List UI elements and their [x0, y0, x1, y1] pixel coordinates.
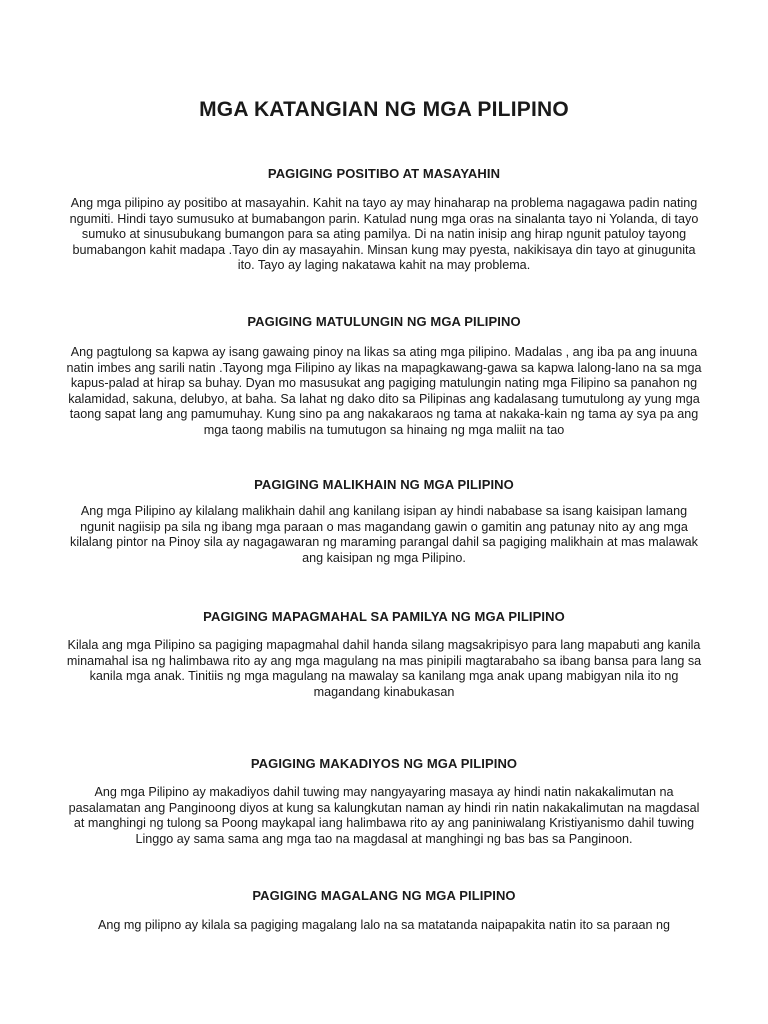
section-heading-mapagmahal: PAGIGING MAPAGMAHAL SA PAMILYA NG MGA PILIPINO: [203, 609, 565, 624]
section-heading-matulungin: PAGIGING MATULUNGIN NG MGA PILIPINO: [247, 314, 521, 329]
section-body-mapagmahal: Kilala ang mga Pilipino sa pagiging mapagmahal dahil handa silang magsakripisyo para lang mapabuti ang kanila minamahal isa ng halimbawa rito ay ang mga magulang na mas pinipili magtarabaho sa ibang bansa para lang sa kanila mga anak. Tinitiis ng mga magulang na mawalay sa kanilang mga anak upang mabigyan nila ito ng magandang kinabukasan: [66, 638, 702, 699]
document-title: MGA KATANGIAN NG MGA PILIPINO: [199, 98, 569, 121]
section-body-matulungin: Ang pagtulong sa kapwa ay isang gawaing pinoy na likas sa ating mga pilipino. Madalas , ang iba pa ang inuuna natin imbes ang sarili natin .Tayong mga Filipino ay likas na mapagkawang-gawa sa kapwa lalong-lano na sa mga kapus-palad at hirap sa buhay. Dyan mo masusukat ang pagiging matulungin nating mga Filipino sa panahon ng kalamidad, sakuna, delubyo, at baha. Sa lahat ng dako dito sa Pilipinas ang kadalasang tumutulong ay yung mga taong sapat lang ang pamumuhay. Kung sino pa ang nakakaraos ng tama at nakaka-kain ng tama ay sya pa ang mga taong mabilis na tumutugon sa hinaing ng mga maliit na tao: [66, 345, 702, 437]
section-body-malikhain: Ang mga Pilipino ay kilalang malikhain dahil ang kanilang isipan ay hindi nababase sa isang kaisipan lamang ngunit nagiisip pa sila ng ibang mga paraan o mas magandang gawin o gamitin ang patunay nito ay ang mga kilalang pintor na Pinoy sila ay nagagawaran ng maraming parangal dahil sa pagiging malikhain at mas malawak ang kaisipan ng mga Pilipino.: [70, 504, 698, 565]
section-body-positibo: Ang mga pilipino ay positibo at masayahin. Kahit na tayo ay may hinaharap na problema nagagawa padin nating ngumiti. Hindi tayo sumusuko at bumabangon parin. Katulad nung mga oras na sinalanta tayo ni Yolanda, di tayo sumuko at sinusubukang bumangon para sa ating pamilya. Di na natin inisip ang hirap ngunit patuloy tayong bumabangon kahit madapa .Tayo din ay masayahin. Minsan kung may pyesta, nakikisaya din tayo at ginugunita ito. Tayo ay laging nakatawa kahit na may problema.: [69, 196, 699, 273]
section-heading-malikhain: PAGIGING MALIKHAIN NG MGA PILIPINO: [254, 477, 514, 492]
section-body-makadiyos: Ang mga Pilipino ay makadiyos dahil tuwing may nangyayaring masaya ay hindi natin nakakalimutan na pasalamatan ang Panginoong diyos at kung sa kalungkutan naman ay hindi rin natin nakakalimutan na magdasal at manghingi ng tulong sa Poong maykapal iang halimbawa rito ay ang paniniwalang Kristiyanismo dahil tuwing Linggo ay sama sama ang mga tao na magdasal at manghingi ng bas bas sa Panginoon.: [68, 785, 700, 846]
section-body-magalang: Ang mg pilipno ay kilala sa pagiging magalang lalo na sa matatanda naipapakita natin ito sa paraan ng: [97, 918, 670, 932]
section-heading-makadiyos: PAGIGING MAKADIYOS NG MGA PILIPINO: [250, 756, 518, 771]
section-heading-magalang: PAGIGING MAGALANG NG MGA PILIPINO: [252, 888, 516, 903]
section-heading-positibo: PAGIGING POSITIBO AT MASAYAHIN: [267, 166, 501, 181]
